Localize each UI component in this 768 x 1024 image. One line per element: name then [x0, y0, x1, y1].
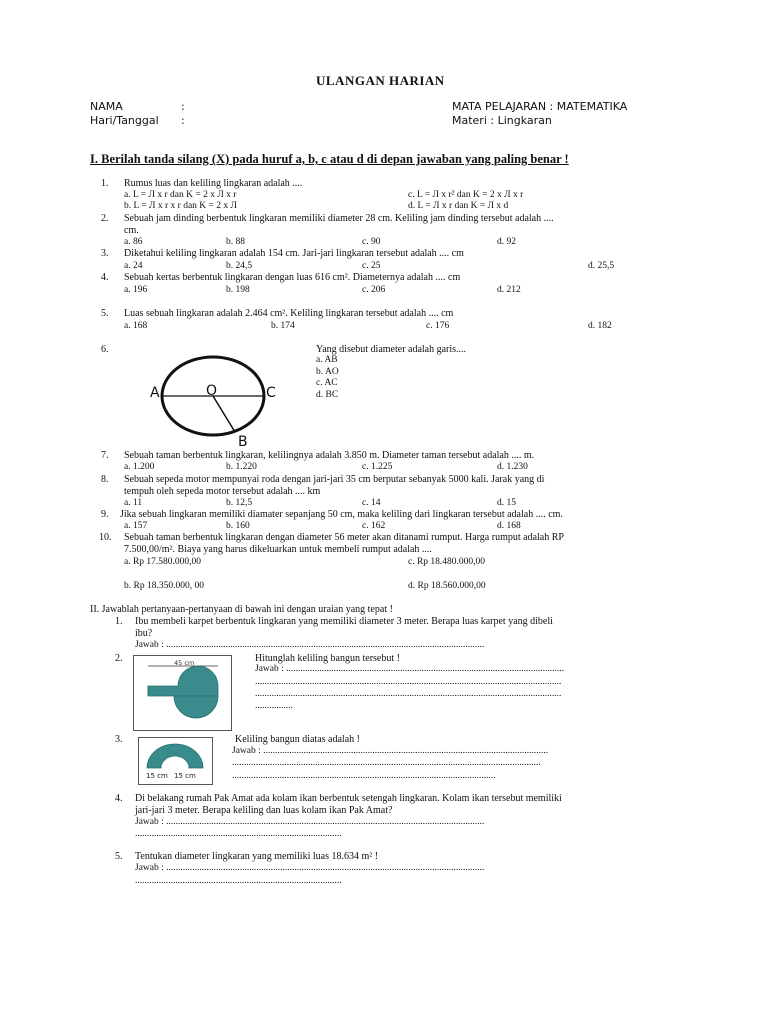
essay3-answer-line-3[interactable]: ............................................................................................................... — [232, 771, 496, 781]
essay4-answer-line-2[interactable]: ....................................................................................... — [135, 829, 342, 839]
label-a: A — [150, 385, 160, 401]
radius-line-ob — [213, 396, 235, 432]
q1-option-d: d. L = Л x r dan K = Л x d — [408, 201, 509, 211]
q2-number: 2. — [101, 213, 109, 224]
q1-option-b: b. L = Л x r x r dan K = 2 x Л — [124, 201, 237, 211]
q2-text-cont: cm. — [124, 225, 139, 236]
dimension-label-2: 15 cm — [174, 772, 196, 780]
q4-option-c: c. 206 — [362, 285, 386, 295]
q8-option-b: b. 12,5 — [226, 498, 253, 508]
q10-number: 10. — [99, 532, 112, 543]
q6-option-b: b. AO — [316, 367, 339, 377]
essay2-number: 2. — [115, 653, 123, 664]
essay1-number: 1. — [115, 616, 123, 627]
q10-option-b: b. Rp 18.350.000, 00 — [124, 581, 204, 591]
q10-text-cont: 7.500,00/m². Biaya yang harus dikeluarkan untuk membeli rumput adalah .... — [124, 544, 432, 555]
q6-option-c: c. AC — [316, 378, 338, 388]
q6-option-d: d. BC — [316, 390, 339, 400]
section-1-instruction: . Berilah tanda silang (X) pada huruf a, b, c atau d di depan jawaban yang paling benar ! — [94, 152, 569, 166]
double-semicircle-figure — [134, 656, 231, 730]
essay4-answer-line[interactable]: Jawab : ...................................................................................................................................... — [135, 817, 485, 827]
q9-option-b: b. 160 — [226, 521, 250, 531]
label-o: O — [206, 383, 218, 399]
tanggal-colon: : — [181, 114, 185, 127]
q3-option-a: a. 24 — [124, 261, 143, 271]
essay2-answer-line[interactable]: Jawab : ..................................................................................................................... — [255, 664, 565, 674]
q4-option-d: d. 212 — [497, 285, 521, 295]
essay5-number: 5. — [115, 851, 123, 862]
q7-option-c: c. 1.225 — [362, 462, 393, 472]
label-b: B — [238, 434, 248, 450]
q6-option-a: a. AB — [316, 355, 338, 365]
q2-option-b: b. 88 — [226, 237, 245, 247]
q5-text: Luas sebuah lingkaran adalah 2.464 cm². Keliling lingkaran tersebut adalah .... cm — [124, 308, 454, 319]
essay3-text: Keliling bangun diatas adalah ! — [235, 734, 360, 745]
q7-option-d: d. 1.230 — [497, 462, 528, 472]
dimension-label: 45 cm — [174, 659, 195, 667]
q1-option-c: c. L = Л x r² dan K = 2 x Л x r — [408, 190, 524, 200]
q6-text: Yang disebut diameter adalah garis.... — [316, 344, 467, 355]
tanggal-label: Hari/Tanggal — [90, 114, 159, 127]
q8-text: Sebuah sepeda motor mempunyai roda dengan jari-jari 35 cm berputar sebanyak 5000 kali. Jarak yang di — [124, 474, 545, 485]
q8-option-c: c. 14 — [362, 498, 381, 508]
q9-option-c: c. 162 — [362, 521, 386, 531]
q4-option-b: b. 198 — [226, 285, 250, 295]
q3-option-c: c. 25 — [362, 261, 381, 271]
section-1-roman: I — [90, 152, 95, 166]
essay4-number: 4. — [115, 793, 123, 804]
q1-text: Rumus luas dan keliling lingkaran adalah .... — [124, 178, 303, 189]
essay3-answer-line[interactable]: Jawab : ........................................................................................................................ — [232, 746, 549, 756]
essay5-answer-line-2[interactable]: ....................................................................................... — [135, 876, 342, 886]
essay5-answer-line[interactable]: Jawab : ...................................................................................................................................... — [135, 863, 485, 873]
q1-number: 1. — [101, 178, 109, 189]
mata-pelajaran: MATA PELAJARAN : MATEMATIKA — [452, 100, 628, 113]
q8-option-a: a. 11 — [124, 498, 143, 508]
arch-shape — [147, 744, 203, 768]
q7-option-a: a. 1.200 — [124, 462, 155, 472]
essay2-answer-line-4[interactable]: ................ — [255, 701, 293, 711]
dimension-label-1: 15 cm — [146, 772, 168, 780]
q3-text: Diketahui keliling lingkaran adalah 154 cm. Jari-jari lingkaran tersebut adalah .... cm — [124, 248, 464, 259]
essay3-number: 3. — [115, 734, 123, 745]
essay2-answer-line-3[interactable]: ................................................................................................................................. — [255, 689, 562, 699]
essay3-figure-box — [138, 737, 213, 785]
q9-option-a: a. 157 — [124, 521, 148, 531]
essay2-figure-box — [133, 655, 232, 731]
q9-number: 9. — [101, 509, 109, 520]
q7-option-b: b. 1.220 — [226, 462, 257, 472]
nama-label: NAMA — [90, 100, 123, 113]
q1-option-a: a. L = Л x r dan K = 2 x Л x r — [124, 190, 237, 200]
page-title: ULANGAN HARIAN — [316, 73, 445, 88]
q8-number: 8. — [101, 474, 109, 485]
label-c: C — [266, 385, 276, 401]
q5-option-a: a. 168 — [124, 321, 148, 331]
materi: Materi : Lingkaran — [452, 114, 552, 127]
q7-text: Sebuah taman berbentuk lingkaran, kelilingnya adalah 3.850 m. Diameter taman tersebut adalah .... m. — [124, 450, 535, 461]
q7-number: 7. — [101, 450, 109, 461]
essay2-text: Hitunglah keliling bangun tersebut ! — [255, 653, 400, 664]
q5-option-b: b. 174 — [271, 321, 295, 331]
q10-option-c: c. Rp 18.480.000,00 — [408, 557, 486, 567]
essay4-text: Di belakang rumah Pak Amat ada kolam ikan berbentuk setengah lingkaran. Kolam ikan tersebut memiliki — [135, 793, 562, 804]
q10-option-a: a. Rp 17.580.000,00 — [124, 557, 202, 567]
essay1-text: Ibu membeli karpet berbentuk lingkaran yang memiliki diameter 3 meter. Berapa luas karpet yang dibeli — [135, 616, 553, 627]
q2-text: Sebuah jam dinding berbentuk lingkaran memiliki diameter 28 cm. Keliling jam dinding tersebut adalah .... — [124, 213, 554, 224]
q4-option-a: a. 196 — [124, 285, 148, 295]
section-2-heading: II. Jawablah pertanyaan-pertanyaan di bawah ini dengan uraian yang tepat ! — [90, 604, 393, 615]
essay1-answer-line[interactable]: Jawab : ...................................................................................................................................... — [135, 640, 485, 650]
circle-diagram — [140, 350, 300, 452]
q8-option-d: d. 15 — [497, 498, 516, 508]
essay5-text: Tentukan diameter lingkaran yang memiliki luas 18.634 m² ! — [135, 851, 379, 862]
q5-number: 5. — [101, 308, 109, 319]
arch-figure — [139, 738, 212, 784]
q10-text: Sebuah taman berbentuk lingkaran dengan diameter 56 meter akan ditanami rumput. Harga rumput adalah RP — [124, 532, 564, 543]
q8-text-cont: tempuh oleh sepeda motor tersebut adalah .... km — [124, 486, 321, 497]
q3-number: 3. — [101, 248, 109, 259]
essay2-answer-line-2[interactable]: ................................................................................................................................. — [255, 677, 562, 687]
q2-option-a: a. 86 — [124, 237, 143, 247]
nama-colon: : — [181, 100, 185, 113]
q3-option-d: d. 25,5 — [588, 261, 615, 271]
section-1-heading — [90, 153, 569, 166]
q6-number: 6. — [101, 344, 109, 355]
q2-option-c: c. 90 — [362, 237, 381, 247]
lower-semicircle — [174, 696, 218, 718]
q4-number: 4. — [101, 272, 109, 283]
upper-shape — [148, 666, 218, 696]
essay4-text-cont: jari-jari 3 meter. Berapa keliling dan luas kolam ikan Pak Amat? — [135, 805, 393, 816]
q9-text: Jika sebuah lingkaran memiliki diamater sepanjang 50 cm, maka keliling dari lingkaran tersebut adalah .... cm. — [120, 509, 563, 520]
essay1-text-cont: ibu? — [135, 628, 153, 639]
q5-option-c: c. 176 — [426, 321, 450, 331]
q4-text: Sebuah kertas berbentuk lingkaran dengan luas 616 cm². Diameternya adalah .... cm — [124, 272, 461, 283]
q9-option-d: d. 168 — [497, 521, 521, 531]
q3-option-b: b. 24,5 — [226, 261, 253, 271]
q5-option-d: d. 182 — [588, 321, 612, 331]
q10-option-d: d. Rp 18.560.000,00 — [408, 581, 486, 591]
q2-option-d: d. 92 — [497, 237, 516, 247]
essay3-answer-line-2[interactable]: .................................................................................................................................. — [232, 758, 541, 768]
